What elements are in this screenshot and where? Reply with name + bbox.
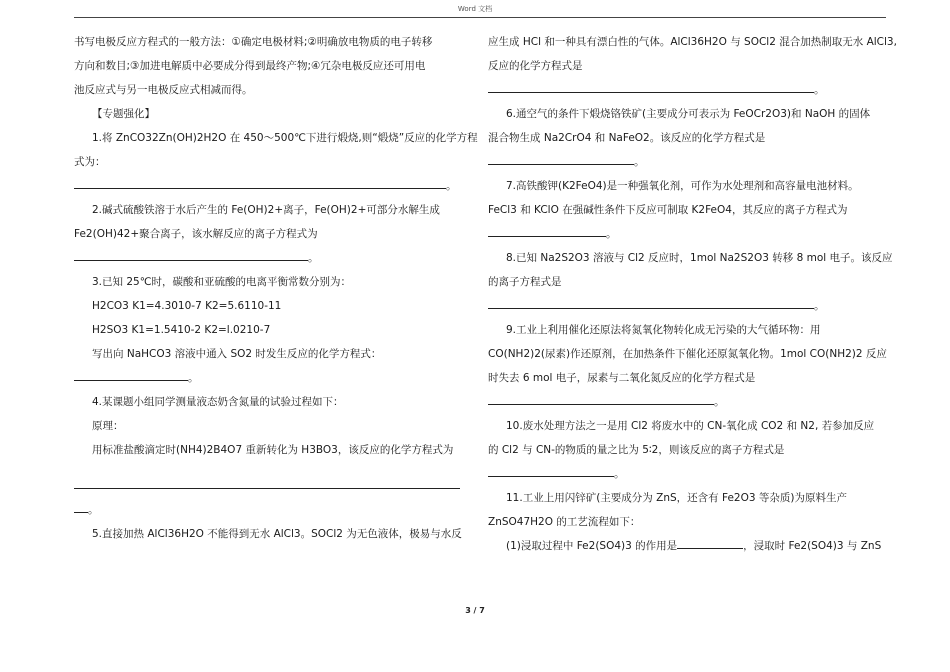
question-11-line-2: ZnSO47H2O 的工艺流程如下：	[488, 516, 641, 528]
answer-blank[interactable]	[677, 536, 743, 549]
question-11-part-1-text-a: (1)浸取过程中 Fe2(SO4)3 的作用是	[506, 540, 678, 552]
question-3-line-4: 写出向 NaHCO3 溶液中通入 SO2 时发生反应的化学方程式：	[92, 348, 382, 360]
question-4-line-2: 原理：	[92, 420, 124, 432]
question-10-line-1: 10.废水处理方法之一是用 Cl2 将废水中的 CN-氧化成 CO2 和 N2, 若参加反应	[506, 420, 875, 432]
intro-line-1: 书写电极反应方程式的一般方法：①确定电极材料;②明确放电物质的电子转移	[74, 36, 433, 48]
question-8-answer-line	[488, 294, 876, 318]
period: 。	[614, 468, 625, 480]
question-10-line-2: 的 Cl2 与 CN-的物质的量之比为 5∶2，则该反应的离子方程式是	[488, 444, 785, 456]
period: 。	[88, 504, 99, 516]
question-4-answer-line-1	[74, 474, 462, 498]
answer-blank[interactable]	[488, 80, 814, 93]
question-4-line-3: 用标准盐酸滴定时(NH4)2B4O7 重新转化为 H3BO3，该反应的化学方程式为	[92, 444, 454, 456]
question-4-answer-line-2	[74, 498, 462, 522]
period: 。	[814, 300, 825, 312]
intro-line-2: 方向和数目;③加进电解质中必要成分得到最终产物;④冗杂电极反应还可用电	[74, 60, 426, 72]
period: 。	[188, 372, 199, 384]
period: 。	[606, 228, 617, 240]
period: 。	[714, 396, 725, 408]
period: 。	[308, 252, 319, 264]
question-3-answer-line	[74, 366, 462, 390]
question-2-line-1: 2.碱式硫酸铁溶于水后产生的 Fe(OH)2+离子，Fe(OH)2+可部分水解生成	[92, 204, 440, 216]
answer-blank[interactable]	[74, 176, 446, 189]
question-5-line-3: 反应的化学方程式是	[488, 60, 583, 72]
question-1-line-2: 式为：	[74, 156, 106, 168]
question-4-line-1: 4.某课题小组同学测量液态奶含氮量的试验过程如下：	[92, 396, 344, 408]
question-7-line-1: 7.高铁酸钾(K2FeO4)是一种强氧化剂，可作为水处理剂和高容量电池材料。	[506, 180, 859, 192]
answer-blank[interactable]	[488, 152, 634, 165]
question-1-line-1: 1.将 ZnCO32Zn(OH)2H2O 在 450～500℃下进行煅烧,则“煅烧”反应的化学方程	[92, 132, 478, 144]
period: 。	[634, 156, 645, 168]
question-9-line-1: 9.工业上利用催化还原法将氮氧化物转化成无污染的大气循环物：用	[506, 324, 821, 336]
question-3-line-3: H2SO3 K1=1.5410-2 K2=l.0210-7	[92, 324, 271, 336]
period: 。	[446, 180, 457, 192]
question-6-line-2: 混合物生成 Na2CrO4 和 NaFeO2。该反应的化学方程式是	[488, 132, 766, 144]
question-2-line-2: Fe2(OH)42+聚合离子，该水解反应的离子方程式为	[74, 228, 318, 240]
intro-line-3: 池反应式与另一电极反应式相减而得。	[74, 84, 253, 96]
question-7-line-2: FeCl3 和 KClO 在强碱性条件下反应可制取 K2FeO4，其反应的离子方程式为	[488, 204, 848, 216]
question-6-line-1: 6.通空气的条件下煅烧铬铁矿(主要成分可表示为 FeOCr2O3)和 NaOH 的固体	[506, 108, 871, 120]
page-number: 3 / 7	[465, 606, 485, 615]
page-header: Word 文档	[457, 5, 493, 13]
question-1-answer-line	[74, 174, 462, 198]
question-3-line-2: H2CO3 K1=4.3010-7 K2=5.6110-11	[92, 300, 282, 312]
answer-blank[interactable]	[488, 464, 614, 477]
question-7-answer-line	[488, 222, 876, 246]
header-rule	[74, 17, 886, 18]
right-column	[488, 30, 897, 558]
question-9-line-2: CO(NH2)2(尿素)作还原剂，在加热条件下催化还原氮氧化物。1mol CO(NH2)2 反应	[488, 348, 887, 360]
answer-blank[interactable]	[74, 500, 88, 513]
question-5-answer-line	[488, 78, 876, 102]
question-11-part-1	[488, 534, 882, 558]
answer-blank[interactable]	[74, 368, 188, 381]
answer-blank[interactable]	[488, 392, 714, 405]
question-5-line-2: 应生成 HCl 和一种具有漂白性的气体。AlCl36H2O 与 SOCl2 混合加热制取无水 AlCl3,	[488, 36, 897, 48]
question-10-answer-line	[488, 462, 876, 486]
left-column	[74, 30, 478, 546]
question-11-line-1: 11.工业上用闪锌矿(主要成分为 ZnS，还含有 Fe2O3 等杂质)为原料生产	[506, 492, 847, 504]
question-2-answer-line	[74, 246, 462, 270]
question-3-line-1: 3.已知 25℃时，碳酸和亚硫酸的电离平衡常数分别为：	[92, 276, 352, 288]
question-11-part-1-text-b: ，浸取时 Fe2(SO4)3 与 ZnS	[743, 540, 882, 552]
question-8-line-2: 的离子方程式是	[488, 276, 562, 288]
section-heading: 【专题强化】	[92, 108, 155, 120]
answer-blank[interactable]	[488, 296, 814, 309]
answer-blank[interactable]	[488, 224, 606, 237]
answer-blank[interactable]	[74, 248, 308, 261]
question-9-answer-line	[488, 390, 876, 414]
question-6-answer-line	[488, 150, 876, 174]
question-8-line-1: 8.已知 Na2S2O3 溶液与 Cl2 反应时，1mol Na2S2O3 转移 8 mol 电子。该反应	[506, 252, 893, 264]
question-9-line-3: 时失去 6 mol 电子，尿素与二氧化氮反应的化学方程式是	[488, 372, 756, 384]
period: 。	[814, 84, 825, 96]
question-5-line-1: 5.直接加热 AlCl36H2O 不能得到无水 AlCl3。SOCl2 为无色液体，极易与水反	[92, 528, 462, 540]
answer-blank[interactable]	[74, 476, 460, 489]
